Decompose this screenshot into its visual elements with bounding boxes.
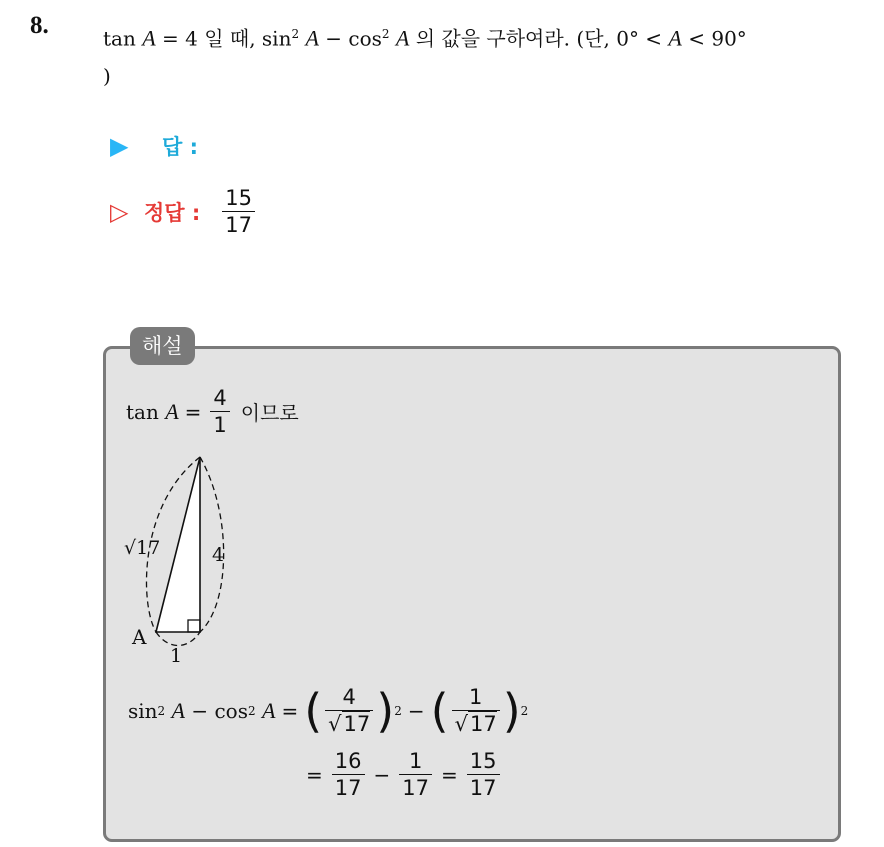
equals-sign: = — [184, 399, 202, 424]
left-paren: ( — [430, 683, 449, 738]
sin-func: sin — [128, 698, 158, 723]
fraction-16-17 — [332, 748, 365, 801]
question-text — [103, 16, 863, 95]
denominator: 17 — [332, 774, 365, 801]
question-number: 8. — [30, 12, 49, 39]
denominator-root: √17 — [452, 710, 500, 737]
correct-answer-label: 정답 : — [144, 200, 201, 225]
numerator: 1 — [408, 749, 423, 773]
var-a: A — [261, 697, 276, 723]
triangle-shape — [156, 457, 200, 632]
answer-label: 답 : — [162, 135, 198, 159]
right-paren: ) — [502, 683, 521, 738]
numerator: 15 — [469, 749, 497, 773]
question-part: < 90° — [681, 26, 747, 51]
equation-line-2 — [300, 748, 503, 801]
fraction-1-17 — [399, 748, 432, 801]
question-part: − cos — [318, 26, 382, 51]
play-icon: ▶ — [110, 132, 129, 160]
denominator: 1 — [210, 411, 229, 438]
denominator: 17 — [467, 774, 500, 801]
var-a: A — [142, 25, 156, 51]
denominator: 17 — [222, 211, 255, 238]
numerator: 16 — [334, 749, 362, 773]
var-a: A — [668, 25, 682, 51]
vertex-label: A — [132, 625, 147, 649]
height-label: 4 — [212, 544, 225, 566]
tan-fraction — [210, 385, 229, 438]
hypotenuse-label: √17 — [124, 537, 161, 559]
exponent: 2 — [520, 703, 529, 718]
radicand: 17 — [343, 712, 371, 736]
question-close-paren: ) — [103, 63, 111, 88]
var-a: A — [171, 697, 185, 723]
exponent: 2 — [291, 27, 300, 41]
denominator: 17 — [399, 774, 432, 801]
denominator-root: √17 — [325, 710, 373, 737]
exponent: 2 — [394, 703, 402, 718]
exponent: 2 — [157, 703, 166, 718]
exponent: 2 — [381, 27, 390, 41]
minus-sign: − — [373, 762, 391, 787]
right-paren: ) — [376, 683, 395, 738]
tan-func: tan — [103, 26, 136, 51]
correct-answer-row — [110, 185, 258, 238]
answer-row — [110, 131, 198, 161]
var-a: A — [395, 25, 410, 51]
minus-sign: − — [407, 698, 425, 723]
numerator: 4 — [213, 386, 227, 410]
question-part: 의 값을 구하여라. (단, 0° < — [409, 26, 669, 51]
equals-sign: = — [306, 762, 323, 787]
exponent: 2 — [247, 703, 256, 718]
base-label: 1 — [170, 645, 183, 667]
explanation-line-tan — [126, 385, 299, 438]
equals-sign: = — [281, 698, 299, 723]
fraction-4-over-root17 — [325, 684, 373, 737]
outline-play-icon: ▷ — [110, 197, 129, 226]
var-a: A — [305, 25, 319, 51]
numerator: 4 — [342, 685, 356, 709]
numerator: 1 — [468, 685, 483, 709]
equals-sign: = — [441, 762, 458, 787]
correct-answer-fraction — [222, 185, 255, 238]
radicand: 17 — [469, 712, 497, 736]
explanation-suffix: 이므로 — [240, 401, 299, 425]
tan-func: tan — [126, 399, 159, 424]
minus-cos: − cos — [191, 698, 248, 723]
left-paren: ( — [304, 683, 323, 738]
numerator: 15 — [225, 186, 253, 210]
fraction-15-17 — [467, 748, 500, 801]
base-brace — [156, 632, 200, 646]
fraction-1-over-root17 — [452, 684, 500, 737]
equation-line-1 — [128, 684, 528, 737]
right-triangle-diagram — [118, 445, 258, 675]
question-part: = 4 일 때, sin — [155, 26, 292, 51]
explanation-tag: 해설 — [130, 327, 195, 365]
var-a: A — [165, 398, 179, 424]
